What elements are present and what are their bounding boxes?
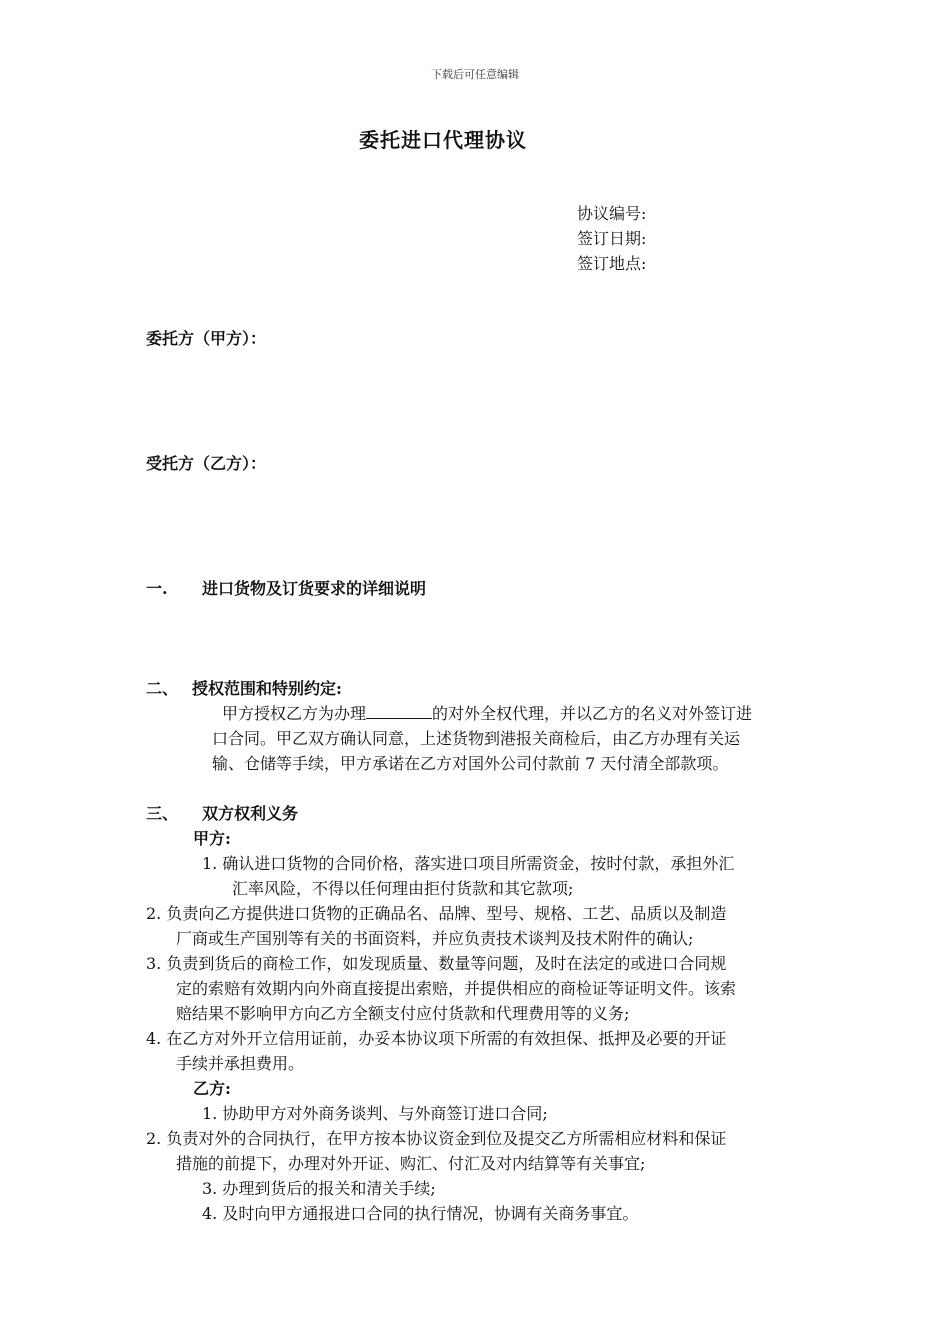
section-2-line-1 — [222, 701, 752, 724]
party-b-item-2-line-2: 措施的前提下，办理对外开证、购汇、付汇及对内结算等有关事宜; — [176, 1154, 646, 1173]
party-a-item-1-line-1: 1. 确认进口货物的合同价格，落实进口项目所需资金，按时付款，承担外汇 — [202, 854, 735, 873]
fill-in-blank — [366, 704, 432, 719]
party-a-item-2-line-2: 厂商或生产国别等有关的书面资料，并应负责技术谈判及技术附件的确认; — [176, 929, 694, 948]
document-title: 委托进口代理协议 — [359, 128, 527, 152]
party-a-item-4-line-1: 4. 在乙方对外开立信用证前，办妥本协议项下所需的有效担保、抵押及必要的开证 — [146, 1029, 727, 1048]
sign-date-label: 签订日期: — [577, 229, 647, 248]
section-2-line-1-end: 的对外全权代理，并以乙方的名义对外签订进 — [432, 704, 753, 723]
section-1-title: 进口货物及订货要求的详细说明 — [202, 579, 427, 598]
section-2-line-2: 口合同。甲乙双方确认同意，上述货物到港报关商检后，由乙方办理有关运 — [212, 729, 741, 748]
section-3-title: 双方权利义务 — [202, 804, 299, 823]
party-b-item-3: 3. 办理到货后的报关和清关手续; — [202, 1179, 436, 1198]
section-1-number: 一. — [146, 579, 168, 598]
party-b-item-1: 1. 协助甲方对外商务谈判、与外商签订进口合同; — [202, 1104, 548, 1123]
party-a-item-1-line-2: 汇率风险，不得以任何理由拒付货款和其它款项; — [232, 879, 574, 898]
sign-place-label: 签订地点: — [577, 254, 647, 273]
party-a-heading: 甲方: — [193, 829, 231, 848]
section-2-number: 二、 — [146, 679, 179, 698]
party-a-item-2-line-1: 2. 负责向乙方提供进口货物的正确品名、品牌、型号、规格、工艺、品质以及制造 — [146, 904, 727, 923]
section-2-title: 授权范围和特别约定: — [192, 679, 342, 698]
agent-party-label: 受托方（乙方）： — [146, 454, 267, 473]
party-b-heading: 乙方: — [193, 1079, 231, 1098]
section-2-line-3: 输、仓储等手续，甲方承诺在乙方对国外公司付款前 7 天付清全部款项。 — [212, 754, 729, 773]
party-b-item-2-line-1: 2. 负责对外的合同执行，在甲方按本协议资金到位及提交乙方所需相应材料和保证 — [146, 1129, 727, 1148]
party-a-item-3-line-1: 3. 负责到货后的商检工作，如发现质量、数量等问题，及时在法定的或进口合同规 — [146, 954, 727, 973]
party-b-item-4: 4. 及时向甲方通报进口合同的执行情况，协调有关商务事宜。 — [202, 1204, 639, 1223]
party-a-item-4-line-2: 手续并承担费用。 — [176, 1054, 305, 1073]
header-note: 下载后可任意编辑 — [431, 68, 519, 81]
principal-party-label: 委托方（甲方）： — [146, 329, 267, 348]
agreement-number-label: 协议编号: — [577, 204, 647, 223]
section-2-line-1-start: 甲方授权乙方为办理 — [222, 704, 367, 723]
party-a-item-3-line-2: 定的索赔有效期内向外商直接提出索赔，并提供相应的商检证等证明文件。该索 — [176, 979, 737, 998]
party-a-item-3-line-3: 赔结果不影响甲方向乙方全额支付应付货款和代理费用等的义务; — [176, 1004, 630, 1023]
section-3-number: 三、 — [146, 804, 179, 823]
